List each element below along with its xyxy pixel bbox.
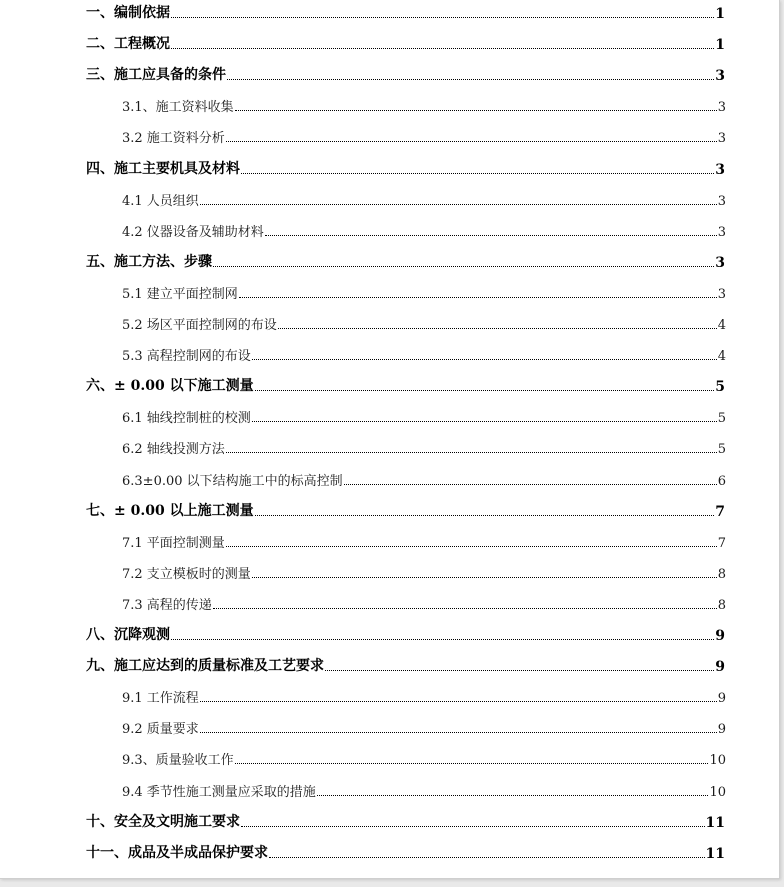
toc-entry-chapter[interactable] [86,653,725,675]
toc-entry-chapter[interactable] [86,62,725,84]
dot-leader [235,110,717,111]
toc-entry-page-number: 3 [717,225,726,240]
toc-entry-title: 4.1 人员组织 [122,194,199,209]
dot-leader [241,173,714,174]
toc-entry-section[interactable] [122,311,726,333]
toc-entry-page-number: 3 [717,194,726,209]
toc-entry-title: 7.3 高程的传递 [122,598,212,613]
toc-entry-section[interactable] [122,124,726,146]
toc-entry-page-number: 3 [715,255,725,271]
toc-entry-page-number: 7 [717,536,726,551]
toc-entry-section[interactable] [122,280,726,302]
dot-leader [235,763,709,764]
toc-entry-title: 二、工程概况 [86,36,170,52]
toc-entry-section[interactable] [122,467,726,489]
toc-entry-section[interactable] [122,746,726,768]
toc-entry-title: 7.1 平面控制测量 [122,536,225,551]
toc-entry-page-number: 10 [709,753,726,768]
dot-leader [317,795,709,796]
toc-entry-page-number: 8 [717,567,726,582]
toc-entry-title: 9.2 质量要求 [122,722,199,737]
toc-entry-title: 一、编制依据 [86,5,170,21]
toc-entry-title: 9.3、质量验收工作 [122,753,234,768]
toc-entry-chapter[interactable] [86,498,725,520]
dot-leader [241,826,705,827]
dot-leader [252,359,717,360]
toc-entry-section[interactable] [122,715,726,737]
toc-entry-page-number: 3 [717,100,726,115]
toc-entry-title: 八、沉降观测 [86,627,170,643]
toc-entry-title: 6.2 轴线投测方法 [122,442,225,457]
dot-leader [226,141,717,142]
toc-entry-page-number: 9 [715,628,725,644]
toc-entry-section[interactable] [122,529,726,551]
dot-leader [213,608,717,609]
toc-entry-page-number: 1 [715,37,725,53]
dot-leader [200,732,717,733]
dot-leader [278,328,717,329]
toc-entry-chapter[interactable] [86,249,725,271]
toc-entry-title: 六、± 0.00 以下施工测量 [86,378,254,394]
toc-entry-section[interactable] [122,778,726,800]
dot-leader [255,390,715,391]
dot-leader [171,48,714,49]
toc-entry-chapter[interactable] [86,156,725,178]
toc-entry-chapter[interactable] [86,809,725,831]
toc-entry-page-number: 4 [717,349,726,364]
toc-entry-title: 5.2 场区平面控制网的布设 [122,318,277,333]
toc-entry-page-number: 11 [705,815,725,831]
toc-entry-title: 5.1 建立平面控制网 [122,287,238,302]
dot-leader [227,79,714,80]
toc-entry-title: 9.4 季节性施工测量应采取的措施 [122,785,316,800]
toc-entry-title: 四、施工主要机具及材料 [86,161,240,177]
toc-entry-page-number: 4 [717,318,726,333]
toc-entry-section[interactable] [122,404,726,426]
dot-leader [344,484,717,485]
toc-entry-page-number: 5 [717,442,726,457]
toc-entry-page-number: 10 [709,785,726,800]
toc-entry-title: 九、施工应达到的质量标准及工艺要求 [86,658,324,674]
toc-entry-title: 6.3±0.00 以下结构施工中的标高控制 [122,474,343,489]
toc-entry-page-number: 8 [717,598,726,613]
toc-entry-page-number: 5 [715,379,725,395]
toc-entry-section[interactable] [122,187,726,209]
toc-entry-page-number: 7 [715,504,725,520]
toc-entry-section[interactable] [122,684,726,706]
toc-entry-section[interactable] [122,342,726,364]
toc-entry-title: 三、施工应具备的条件 [86,67,226,83]
dot-leader [226,546,717,547]
toc-entry-title: 5.3 高程控制网的布设 [122,349,251,364]
dot-leader [269,857,705,858]
toc-entry-chapter[interactable] [86,622,725,644]
dot-leader [213,266,714,267]
dot-leader [239,297,717,298]
dot-leader [171,17,714,18]
toc-entry-chapter[interactable] [86,373,725,395]
dot-leader [255,515,715,516]
toc-entry-section[interactable] [122,591,726,613]
dot-leader [200,701,717,702]
toc-entry-chapter[interactable] [86,31,725,53]
dot-leader [171,639,714,640]
toc-entry-title: 五、施工方法、步骤 [86,254,212,270]
toc-entry-title: 3.2 施工资料分析 [122,131,225,146]
toc-entry-page-number: 3 [715,162,725,178]
toc-entry-page-number: 9 [717,722,726,737]
dot-leader [200,204,717,205]
toc-entry-page-number: 6 [717,474,726,489]
toc-entry-chapter[interactable] [86,840,725,862]
toc-entry-page-number: 5 [717,411,726,426]
toc-entry-title: 4.2 仪器设备及辅助材料 [122,225,264,240]
toc-entry-page-number: 3 [717,287,726,302]
dot-leader [226,452,717,453]
toc-entry-page-number: 11 [705,846,725,862]
toc-entry-title: 七、± 0.00 以上施工测量 [86,503,254,519]
toc-entry-page-number: 9 [717,691,726,706]
toc-entry-page-number: 3 [715,68,725,84]
toc-entry-page-number: 3 [717,131,726,146]
dot-leader [265,235,717,236]
toc-entry-page-number: 9 [715,659,725,675]
toc-entry-title: 十、安全及文明施工要求 [86,814,240,830]
toc-entry-section[interactable] [122,93,726,115]
toc-entry-section[interactable] [122,218,726,240]
toc-entry-section[interactable] [122,560,726,582]
dot-leader [325,670,714,671]
dot-leader [252,421,717,422]
toc-entry-section[interactable] [122,435,726,457]
toc-entry-title: 6.1 轴线控制桩的校测 [122,411,251,426]
toc-entry-title: 7.2 支立模板时的测量 [122,567,251,582]
toc-entry-chapter[interactable] [86,0,725,22]
toc-entry-title: 十一、成品及半成品保护要求 [86,845,268,861]
toc-entry-title: 9.1 工作流程 [122,691,199,706]
toc-entry-title: 3.1、施工资料收集 [122,100,234,115]
dot-leader [252,577,717,578]
toc-entry-page-number: 1 [715,6,725,22]
